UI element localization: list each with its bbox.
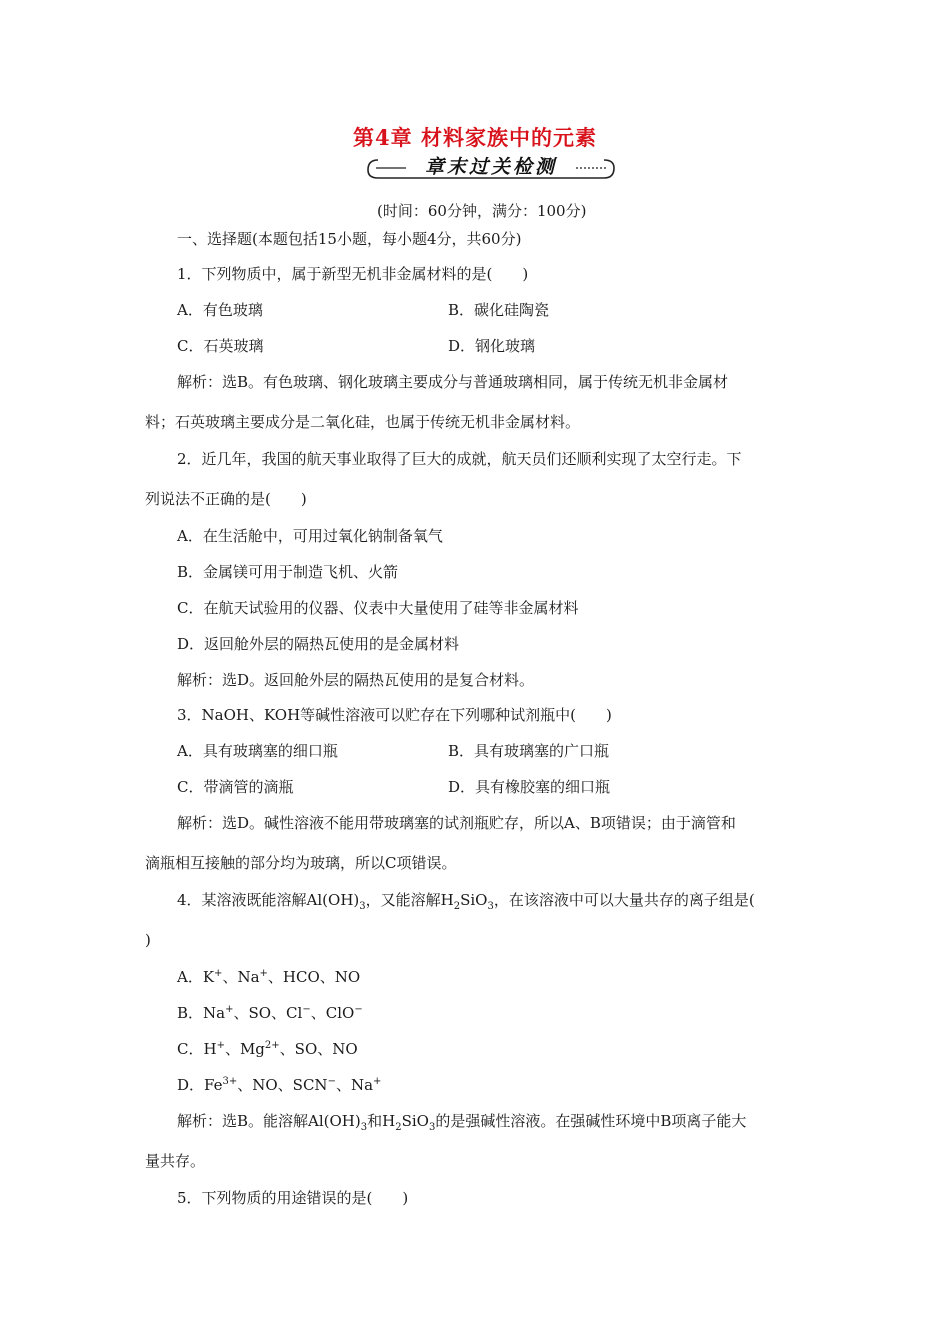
q4-option-d [177, 1075, 381, 1095]
q4-b-sup1: + [225, 1004, 234, 1015]
q4-stem-text-a: 4．某溶液既能溶解Al(OH) [177, 891, 360, 909]
q4-c-text1: C．H [177, 1040, 217, 1058]
q4-stem-line2: ) [145, 931, 151, 949]
q4-exp-sub3: 3 [428, 1122, 436, 1133]
q4-b-text1: B．Na [177, 1004, 226, 1022]
q4-d-text1: D．Fe [177, 1076, 223, 1094]
q4-stem-text-d: ，在该溶液中可以大量共存的离子组是( [493, 891, 755, 909]
q4-a-sup1: + [214, 968, 223, 979]
q4-stem-sub3: 3 [487, 901, 494, 912]
q1-option-a: A．有色玻璃 [177, 301, 263, 319]
q4-exp-text-d: 的是强碱性溶液。在强碱性环境中B项离子能大 [435, 1112, 747, 1130]
q4-a-sup2: + [259, 968, 268, 979]
q2-option-c: C．在航天试验用的仪器、仪表中大量使用了硅等非金属材料 [177, 599, 579, 617]
q4-c-text2: 、Mg [224, 1040, 265, 1058]
q4-exp-sub1: 3 [360, 1122, 368, 1133]
q4-exp-text-c: SiO [401, 1112, 429, 1130]
q4-b-text2: 、SO、Cl [233, 1004, 303, 1022]
q4-stem-text-c: SiO [460, 891, 488, 909]
q4-b-sup3: − [354, 1004, 363, 1015]
q4-explanation-line1 [177, 1111, 746, 1131]
q2-stem-line2: 列说法不正确的是( ) [145, 490, 307, 508]
q4-d-text3: 、Na [335, 1076, 374, 1094]
q4-exp-text-b: 和H [367, 1112, 396, 1130]
q1-option-d: D．钢化玻璃 [448, 337, 536, 355]
chapter-title: 第4章 材料家族中的元素 [353, 125, 597, 150]
q4-c-sup2: 2+ [264, 1040, 280, 1051]
q3-option-a: A．具有玻璃塞的细口瓶 [177, 742, 338, 760]
q4-b-text3: 、ClO [310, 1004, 355, 1022]
q4-a-text3: 、HCO、NO [267, 968, 361, 986]
q2-option-a: A．在生活舱中，可用过氧化钠制备氧气 [177, 527, 443, 545]
q5-stem: 5．下列物质的用途错误的是( ) [177, 1189, 409, 1207]
q2-option-b: B．金属镁可用于制造飞机、火箭 [177, 563, 399, 581]
q3-option-b: B．具有玻璃塞的广口瓶 [448, 742, 610, 760]
q1-explanation-line1: 解析：选B。有色玻璃、钢化玻璃主要成分与普通玻璃相同，属于传统无机非金属材 [177, 373, 729, 391]
q1-stem: 1．下列物质中，属于新型无机非金属材料的是( ) [177, 265, 529, 283]
q1-explanation-line2: 料；石英玻璃主要成分是二氧化硅，也属于传统无机非金属材料。 [145, 413, 581, 431]
q4-b-sup2: − [302, 1004, 311, 1015]
exam-meta: (时间：60分钟，满分：100分) [377, 202, 587, 220]
q4-explanation-line2: 量共存。 [145, 1152, 206, 1170]
q2-explanation: 解析：选D。返回舱外层的隔热瓦使用的是复合材料。 [177, 671, 535, 689]
q4-option-b [177, 1003, 363, 1023]
section-heading: 一、选择题(本题包括15小题，每小题4分，共60分) [177, 230, 522, 248]
q4-exp-sub2: 2 [395, 1122, 402, 1133]
q4-exp-text-a: 解析：选B。能溶解Al(OH) [177, 1112, 361, 1130]
q3-stem: 3．NaOH、KOH等碱性溶液可以贮存在下列哪种试剂瓶中( ) [177, 706, 612, 724]
q4-c-sup1: + [216, 1040, 225, 1051]
q4-d-text2: 、NO、SCN [237, 1076, 328, 1094]
q4-d-sup1: 3+ [222, 1076, 238, 1087]
q3-explanation-line2: 滴瓶相互接触的部分均为玻璃，所以C项错误。 [145, 854, 457, 872]
q4-a-text2: 、Na [222, 968, 260, 986]
q4-stem-sub2: 2 [453, 901, 461, 912]
section-banner [366, 150, 616, 182]
q4-a-text1: A．K [177, 968, 215, 986]
q4-c-text3: 、SO、NO [279, 1040, 358, 1058]
q2-option-d: D．返回舱外层的隔热瓦使用的是金属材料 [177, 635, 460, 653]
q4-option-c [177, 1039, 358, 1059]
q4-option-a [177, 967, 360, 987]
q2-stem-line1: 2．近几年，我国的航天事业取得了巨大的成就，航天员们还顺利实现了太空行走。下 [177, 450, 742, 468]
q1-option-b: B．碳化硅陶瓷 [448, 301, 550, 319]
q4-stem-sub1: 3 [359, 901, 366, 912]
q3-explanation-line1: 解析：选D。碱性溶液不能用带玻璃塞的试剂瓶贮存，所以A、B项错误；由于滴管和 [177, 814, 736, 832]
q3-option-c: C．带滴管的滴瓶 [177, 778, 294, 796]
q4-d-sup3: + [373, 1076, 382, 1087]
q4-stem-text-b: ，又能溶解H [365, 891, 454, 909]
q3-option-d: D．具有橡胶塞的细口瓶 [448, 778, 611, 796]
banner-title: 章末过关检测 [424, 156, 557, 178]
q4-stem-line1 [177, 890, 755, 910]
q4-d-sup2: − [327, 1076, 336, 1087]
q1-option-c: C．石英玻璃 [177, 337, 264, 355]
